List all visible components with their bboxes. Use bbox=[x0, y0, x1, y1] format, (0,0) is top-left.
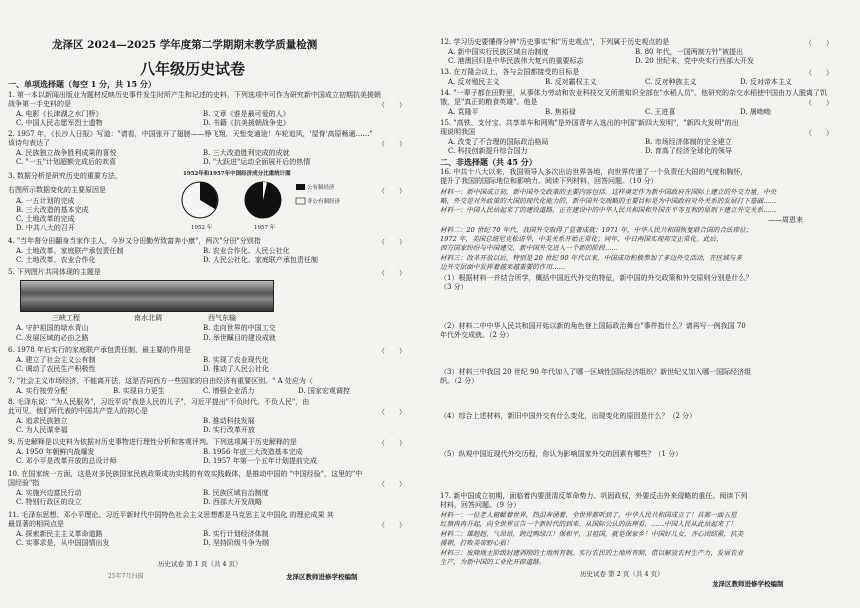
q8-option-d: D. 实行改革开放 bbox=[203, 426, 255, 434]
q5-caption-3: 西气东输 bbox=[208, 314, 236, 322]
q16-material-3-line-1: 材料三：改革开放以后，特别是 20 世纪 90 年代以来，中国成功积极参加了多边外交活动，在区域与多 bbox=[440, 254, 743, 262]
q4-option-a: A. 土地改革、家庭联产承包责任制 bbox=[16, 247, 124, 255]
q7-option-a: A. 实行按劳分配 bbox=[16, 387, 68, 395]
q14-line-1: 14. "一辈子都在田野里，从事体力劳动和农业科技交叉所需知识全部在"水稻人员"。他研究的杂交水稻使中国由万人脱离了饥 bbox=[440, 89, 828, 97]
q14-line-2: 饿，是"真正的粮食英雄"。他是 bbox=[440, 98, 538, 106]
q17-material-3-line-1: 材料三：废除地主阶级封建剥削的土地所有制，实行农民的土地所有制，借以解放农村生产力，发展农业 bbox=[440, 549, 744, 557]
q16-sub-2-line-1: （2）材料二中中华人民共和国开始以新的角色登上国际政治舞台"事件指什么？请再写一例我国 70 bbox=[440, 322, 746, 330]
q17-line-2: 材料，回答问题。（9 分） bbox=[440, 501, 521, 509]
q4-stem: 4. "当年督分田翻身当家作主人，今岁又分田勤劳致富奔小康"，两次"分田"分别指 bbox=[8, 237, 261, 245]
answer-paren: （ ） bbox=[378, 439, 406, 447]
q12-option-b: B. 80 年代，一国两制方针"被提出 bbox=[635, 48, 743, 56]
q17-line-1: 17. 新中国成立初期，面临着内要澄清反革命势力、巩固政权，外要反击外来侵略的重任。阅读下列 bbox=[440, 492, 748, 500]
q8-option-b: B. 推动科技发展 bbox=[203, 417, 255, 425]
chart-year-1952: 1952 年 bbox=[191, 225, 213, 231]
q1-option-c: C. 中国人民志愿军烈士遗物 bbox=[16, 119, 103, 127]
q12-stem: 12. 学习历史要懂得分辨"历史事实"和"历史观点"，下列属于历史观点的是 bbox=[440, 38, 670, 46]
answer-paren: （ ） bbox=[378, 187, 406, 195]
q5-option-b: B. 走向世界的中国工交 bbox=[203, 324, 276, 332]
q7-option-d: D. 国家宏观调控 bbox=[298, 387, 350, 395]
q6-option-c: C. 调动了农民生产积极性 bbox=[16, 365, 96, 373]
answer-paren: （ ） bbox=[805, 99, 833, 107]
answer-paren: （ ） bbox=[378, 408, 406, 416]
answer-paren: （ ） bbox=[805, 39, 833, 47]
q16-material-2-line-2: 1972 年，美国总统尼克松访华，中美关系开始正常化；同年，中日两国实现邦交正常化。此后， bbox=[440, 235, 723, 243]
q9-option-a: A. 1950 年朝鲜内战爆发 bbox=[16, 448, 95, 456]
q16-material-2-line-3: 西方国家纷纷与中国建交，新中国外交进入一个新的阶段…… bbox=[440, 244, 619, 252]
answer-paren: （ ） bbox=[805, 129, 833, 137]
q1-line-2: 战争第一手史料的是 bbox=[8, 100, 71, 108]
q16-line-1: 16. 中共十八大以来，我国领导人多次出访世界各地，向世界传递了一个负责任大国的气度和胸怀， bbox=[440, 168, 748, 176]
q14-option-d: D. 屠呦呦 bbox=[740, 108, 771, 116]
pie-1952 bbox=[182, 182, 218, 218]
q10-option-c: C. 特别行政区的设立 bbox=[16, 498, 82, 506]
q16-sub-1-line-1: （1）根据材料一并结合所学，概括中国近代外交的特征，新中国的外交政策和外交原则分别是什么？ bbox=[440, 274, 753, 282]
q16-sub-2-line-2: 年代外交成就。（2 分） bbox=[440, 331, 514, 339]
q6-option-b: B. 实现了农业现代化 bbox=[203, 356, 269, 364]
section-1-heading: 一、单项选择题（每空 1 分，共 15 分） bbox=[8, 79, 156, 89]
q16-sub-3-line-2: 织。（2 分） bbox=[440, 377, 479, 385]
q7-option-c: C. 增强企业活力 bbox=[203, 387, 255, 395]
q16-material-1-line-2: 略，外交是对外政策的大国的现代化能力的，新中国外交战略的主要目标是为中国政府对外关系的发展打下基础…… bbox=[440, 197, 777, 205]
q13-option-c: C. 反对种族主义 bbox=[645, 78, 697, 86]
q11-option-b: B. 实行计划经济体制 bbox=[203, 530, 269, 538]
right-footer-page: 历史试卷 第 2 页（共 4 页） bbox=[580, 570, 664, 578]
q15-option-a: A. 改变了不合理的国际政治格局 bbox=[448, 138, 549, 146]
q17-material-3-line-2: 生产，为新中国的工业化开辟道路。 bbox=[440, 558, 546, 566]
q16-material-2-line-1: 材料二：20 世纪 70 年代，我国外交取得了显著成就：1971 年，中华人民共和国恢复联合国的合法席位； bbox=[440, 226, 753, 234]
q1-option-a: A. 电影《长津湖之水门桥》 bbox=[16, 110, 103, 118]
q10-line-2: 国经验"指 bbox=[8, 479, 40, 487]
legend-swatch-public bbox=[296, 184, 305, 190]
q15-option-b: B. 市场经济体制的完全建立 bbox=[645, 138, 732, 146]
q3-option-c: C. 土地改革的完成 bbox=[16, 215, 75, 223]
q5-option-d: D. 举世瞩目的建设成就 bbox=[203, 334, 276, 342]
pie-1957 bbox=[245, 182, 281, 218]
q16-material-1-source: ——周恩来 bbox=[768, 216, 803, 224]
q15-line-2: 现说明我国 bbox=[440, 128, 475, 136]
q6-option-a: A. 建立了社会主义公有制 bbox=[16, 356, 96, 364]
right-footer-org: 龙泽区教师进修学校编制 bbox=[712, 580, 784, 588]
q12-option-a: A. 新中国实行民族区域自治制度 bbox=[448, 48, 549, 56]
exam-header: 龙泽区 2024—2025 学年度第二学期期末教学质量检测 bbox=[52, 39, 318, 51]
q4-option-b: B. 农业合作化、人民公社化 bbox=[203, 247, 290, 255]
chart-legend-private: 非公有制经济 bbox=[307, 199, 341, 205]
q9-option-b: B. 1956 年底三大改造基本完成 bbox=[203, 448, 303, 456]
q16-sub-4: （4）综合上述材料，新旧中国外交有什么变化，出现变化的原因是什么？（2 分） bbox=[440, 412, 697, 420]
q13-stem: 13. 在万隆会议上，各与会国都接受的目标是 bbox=[440, 68, 580, 76]
answer-paren: （ ） bbox=[378, 101, 406, 109]
q11-option-c: C. 实事求是，从中国国情出发 bbox=[16, 539, 110, 547]
q15-option-c: C. 科技创新提升综合国力 bbox=[448, 147, 528, 155]
q13-option-b: B. 反对霸权主义 bbox=[545, 78, 597, 86]
q16-line-2: 提升了我国的国际地位和影响力。阅读下列材料，回答问题。（10 分） bbox=[440, 177, 658, 185]
q5-option-a: A. 守护祖国的绿水青山 bbox=[16, 324, 89, 332]
answer-paren: （ ） bbox=[805, 69, 833, 77]
q14-option-c: C. 王进喜 bbox=[645, 108, 676, 116]
q15-line-1: 15. "高铁、支付宝、共享单车和网购"是外国青年人选出的中国"新四大发明"，"新四大发明"的出 bbox=[440, 119, 739, 127]
chart-year-1957: 1957 年 bbox=[254, 225, 276, 231]
q4-option-d: D. 人民公社化、家庭联产承包责任制 bbox=[203, 256, 318, 264]
q11-option-d: D. 坚持阶级斗争为纲 bbox=[203, 539, 269, 547]
q16-sub-1-line-2: （3 分） bbox=[440, 283, 468, 291]
q17-material-2-line-2: 援朝，打败美帝野心狼！ bbox=[440, 539, 513, 547]
q5-photo-strip bbox=[20, 280, 274, 312]
q14-option-a: A. 袁隆平 bbox=[448, 108, 479, 116]
q5-caption-1: 三峡工程 bbox=[52, 314, 80, 322]
q13-option-a: A. 反对殖民主义 bbox=[448, 78, 500, 86]
chart-title: 1952年和1957年中国经济成分比重统计图 bbox=[183, 171, 291, 177]
left-footer-scan: 25年7月扫描 bbox=[108, 573, 144, 580]
q1-option-b: B. 文章《谁是最可爱的人》 bbox=[203, 110, 290, 118]
q5-caption-2: 南水北调 bbox=[134, 314, 162, 322]
q8-line-2: 此可见，他们所代表的中国共产党人的初心是 bbox=[8, 407, 148, 415]
q16-material-3-line-2: 边外交层面中发挥着越来越重要的作用…… bbox=[440, 263, 566, 271]
q10-option-d: D. 西部大开发战略 bbox=[203, 498, 262, 506]
answer-paren: （ ） bbox=[378, 480, 406, 488]
section-2-heading: 二、非选择题（共 45 分） bbox=[440, 157, 537, 167]
legend-swatch-private bbox=[296, 198, 305, 204]
q8-line-1: 8. 毛泽东说："为人民服务"，习近平说"我是人民的儿子"，习近平提出"不负时代、不负人民"，由 bbox=[8, 398, 310, 406]
q6-option-d: D. 推动了人民公社化 bbox=[203, 365, 269, 373]
chart-legend-public: 公有制经济 bbox=[307, 185, 335, 191]
q11-line-1: 11. 毛泽东思想、邓小平理论、习近平新时代中国特色社会主义思想都是马克思主义中国化 的理论成果 其 bbox=[8, 511, 334, 519]
answer-paren: （ ） bbox=[378, 521, 406, 529]
q9-stem: 9. 历史解释是以史料为依据对历史事物进行理性分析和客观评判。下列选项属于历史解释的是 bbox=[8, 438, 297, 446]
q17-material-2-line-1: 材料二：雄赳赳，气昂昂，跨过鸭绿江！保和平，卫祖国，就是保家乡！中国好儿女，齐心团结紧，抗美 bbox=[440, 530, 744, 538]
exam-title: 八年级历史试卷 bbox=[140, 60, 246, 78]
q16-material-1-line-3: 材料一：中国人民站起来了的建设道路，正在建设中的中华人民共和国和外国在平等互利的原则下建立外交关系…… bbox=[440, 206, 777, 214]
q8-option-a: A. 追求民族独立 bbox=[16, 417, 68, 425]
q14-option-b: B. 焦裕禄 bbox=[545, 108, 576, 116]
q9-option-d: D. 1957 年第一个五年计划提前完成 bbox=[203, 457, 317, 465]
q1-option-d: D. 书籍《抗美援朝战争史》 bbox=[203, 119, 290, 127]
q17-material-1-line-2: 红旗冉冉升起，向全世界宣告一个新时代的到来。从国际公认的法理看，……中国人民从此站起来了！ bbox=[440, 520, 737, 528]
q2-option-a: A. 民族独立战争胜利成果的喜悦 bbox=[16, 149, 117, 157]
answer-paren: （ ） bbox=[378, 140, 406, 148]
q12-option-d: D. 20 世纪末，党中央实行西部大开发 bbox=[635, 57, 754, 65]
q3-option-a: A. 一五计划的完成 bbox=[16, 197, 75, 205]
q13-option-d: D. 反对帝本主义 bbox=[740, 78, 792, 86]
q10-option-a: A. 实施兴边富民行动 bbox=[16, 489, 82, 497]
q4-option-c: C. 土地改革、农业合作化 bbox=[16, 256, 96, 264]
q3-line-1: 3. 数据分析是研究历史的重要方法， bbox=[8, 172, 122, 180]
q16-sub-5: （5）纵观中国近现代外交历程，你认为影响国家外交的因素有哪些？（1 分） bbox=[440, 450, 683, 458]
q2-option-c: C. "一五"计划超额完成后的欢喜 bbox=[16, 158, 116, 166]
q7-stem: 7. "社会主义市场经济，不能离开法，这是否同西方一些国家的自由经济有重要区别。" A 处应为（ bbox=[8, 377, 313, 385]
q10-option-b: B. 民族区域自治制度 bbox=[203, 489, 269, 497]
left-footer-org: 龙泽区教师进修学校编制 bbox=[286, 573, 358, 581]
q5-stem: 5. 下列图片共同体现的主题是 bbox=[8, 268, 101, 276]
q5-option-c: C. 发展区域的必由之路 bbox=[16, 334, 89, 342]
answer-paren: （ ） bbox=[378, 347, 406, 355]
q11-line-2: 最显著的相同点是 bbox=[8, 520, 64, 528]
q6-stem: 6. 1978 年后实行的家庭联产承包责任制，最主要的作用是 bbox=[8, 346, 191, 354]
q2-line-1: 2. 1957 年，《长沙人日报》写道："请看，中国张开了翅膀——铮飞翔，天堑变通途！车轮追风，'屋脊'高原畅通……" bbox=[8, 130, 373, 138]
q16-material-1-line-1: 材料一：新中国成立初，新中国外交政策的主要内容包括。这样奠定作为新中国政府在国际上建立的外交力量。中央 bbox=[440, 188, 777, 196]
q3-option-b: B. 三大改造的基本完成 bbox=[16, 206, 89, 214]
q2-option-b: B. 三大改造胜利完成的成就 bbox=[203, 149, 290, 157]
q8-option-c: C. 为人民谋幸福 bbox=[16, 426, 68, 434]
left-footer-page: 历史试卷 第 1 页（共 4 页） bbox=[158, 560, 242, 568]
q3-option-d: D. 中共八大的召开 bbox=[16, 224, 75, 232]
answer-paren: （ ） bbox=[378, 269, 406, 277]
q9-option-c: C. 邓小平是改革开放的总设计师 bbox=[16, 457, 117, 465]
q10-line-1: 10. 在国家统一方面，这是对多民族国家民族政策成功实践的有效实践载体，是推动中国的 "中国经验"，这里的"中 bbox=[8, 470, 363, 478]
q11-option-a: A. 探索新民主主义革命道路 bbox=[16, 530, 103, 538]
q2-option-d: D. "大跃进"运动全面展开后的热情 bbox=[203, 158, 311, 166]
q3-line-2: 右图所示数据变化的主要原因是 bbox=[8, 186, 106, 194]
q2-line-2: 该诗句表达了 bbox=[8, 139, 50, 147]
q17-material-1-line-1: 材料一：一位老人俯瞰着世界，热泪奔涌着，全世界都听到了，中华人民共和国成立了！首都一面五星 bbox=[440, 511, 737, 519]
q1-line-1: 1. 第一本以新闻出版业为题材反映历史事件发生时所产生和记述的史料，下列选项中可作为研究新中国成立初期抗美援朝 bbox=[8, 91, 381, 99]
q16-sub-3-line-1: （3）材料三中我国 20 世纪 90 年代加入了哪一区域性国际经济组织？新世纪又加入哪一国际经济组 bbox=[440, 368, 752, 376]
q15-option-d: D. 育高了经济全球化的领导 bbox=[645, 147, 732, 155]
q7-option-b: B. 实现自力更生 bbox=[113, 387, 165, 395]
answer-paren: （ ） bbox=[378, 238, 406, 246]
q12-option-c: C. 港澳回归是中华民族伟大复兴的重要标志 bbox=[448, 57, 584, 65]
